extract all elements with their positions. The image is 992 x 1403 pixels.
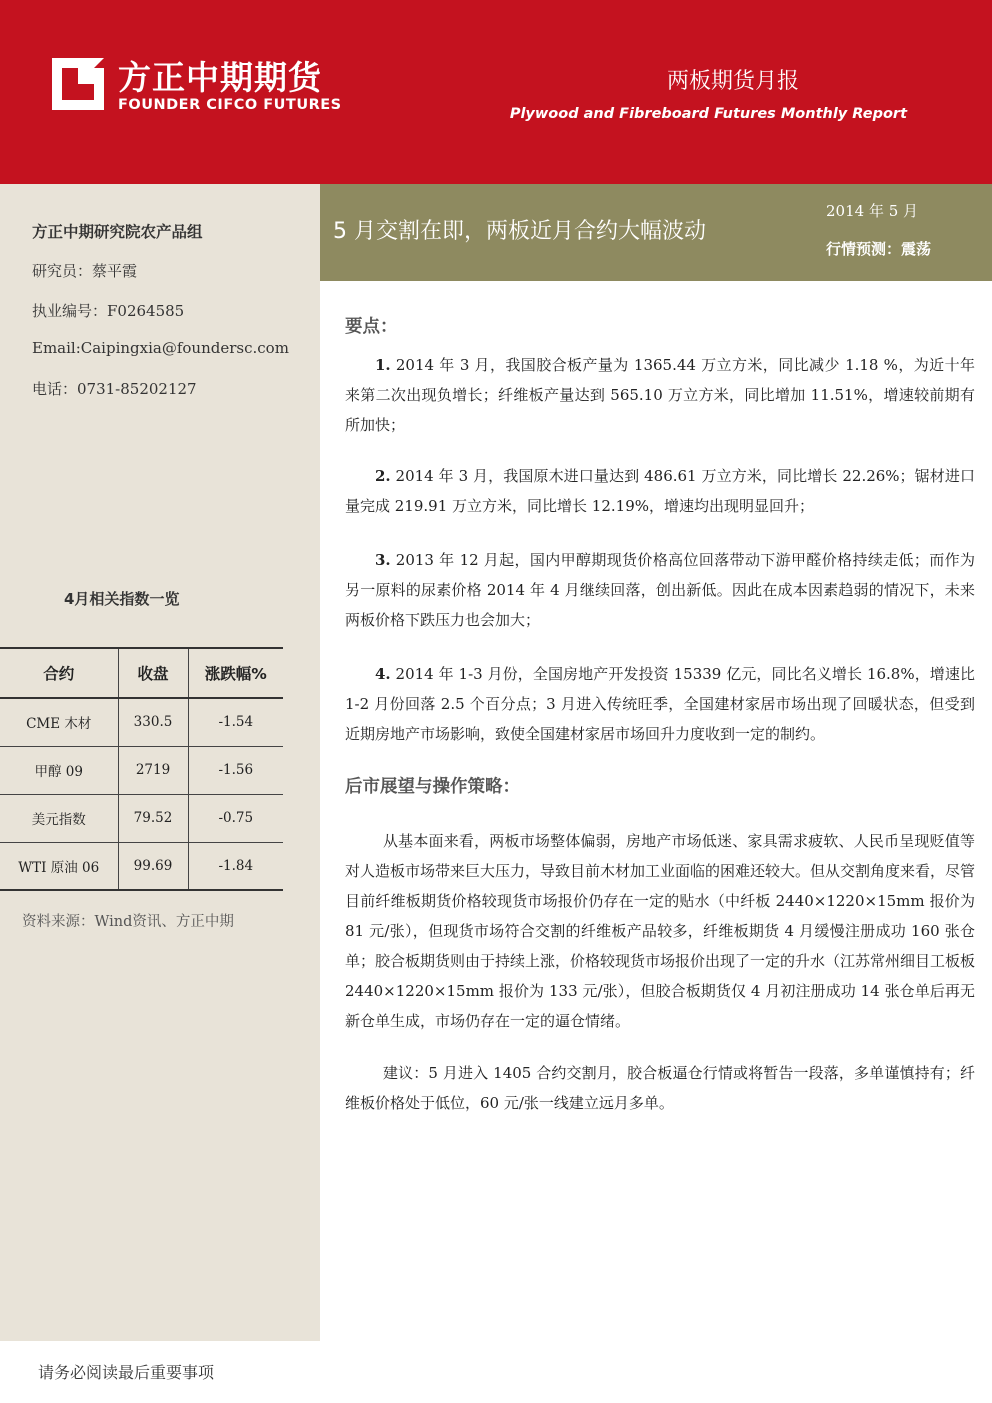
point-number: 2.	[375, 467, 391, 485]
cell-change: -0.75	[188, 794, 283, 842]
point-text: 2014 年 3 月，我国原木进口量达到 486.61 万立方米，同比增长 22.26%；锯材进口量完成 219.91 万立方米，同比增长 12.19%，增速均出现明显回升；	[345, 467, 975, 515]
report-type-en: Plywood and Fibreboard Futures Monthly Report	[509, 106, 907, 122]
cell-change: -1.56	[188, 746, 283, 794]
point-number: 1.	[375, 356, 391, 374]
index-table-title: 4月相关指数一览	[64, 590, 180, 608]
cell-change: -1.84	[188, 842, 283, 890]
key-point-3	[345, 545, 975, 635]
data-source-note: 资料来源：Wind资讯、方正中期	[22, 914, 234, 930]
company-name-en: FOUNDER CIFCO FUTURES	[118, 97, 342, 113]
outlook-heading: 后市展望与操作策略：	[345, 777, 520, 797]
point-text: 2014 年 1-3 月份，全国房地产开发投资 15339 亿元，同比名义增长 16.8%，增速比 1-2 月份回落 2.5 个百分点；3 月进入传统旺季，全国建材家居市场出现了回暖状态，但受到近期房地产市场影响，致使全国建材家居市场回升力度收到一定的制约。	[345, 665, 975, 743]
col-header-close: 收盘	[118, 648, 188, 698]
index-table	[0, 647, 283, 891]
key-points-heading: 要点：	[345, 317, 398, 337]
founder-logo-icon	[48, 54, 108, 114]
col-header-change: 涨跌幅%	[188, 648, 283, 698]
title-band	[320, 184, 992, 281]
key-point-4	[345, 659, 975, 749]
author-email: Email:Caipingxia@foundersc.com	[32, 339, 289, 357]
table-row	[0, 842, 283, 890]
cell-close: 330.5	[118, 698, 188, 746]
point-number: 3.	[375, 551, 391, 569]
key-point-2	[345, 461, 975, 521]
table-row	[0, 746, 283, 794]
company-name-cn: 方正中期期货	[118, 58, 322, 97]
researcher-name: 研究员：蔡平霞	[32, 262, 138, 280]
report-type-cn: 两板期货月报	[666, 69, 799, 94]
market-forecast: 行情预测：震荡	[826, 240, 932, 258]
index-table-header-row	[0, 648, 283, 698]
cell-contract: WTI 原油 06	[0, 842, 118, 890]
table-row	[0, 698, 283, 746]
license-number: 执业编号：F0264585	[32, 302, 185, 320]
table-row	[0, 794, 283, 842]
research-team: 方正中期研究院农产品组	[32, 223, 203, 241]
cell-contract: CME 木材	[0, 698, 118, 746]
cell-change: -1.54	[188, 698, 283, 746]
point-number: 4.	[375, 665, 391, 683]
report-date: 2014 年 5 月	[826, 202, 919, 220]
col-header-contract: 合约	[43, 665, 75, 683]
cell-close: 2719	[118, 746, 188, 794]
cell-close: 99.69	[118, 842, 188, 890]
author-phone: 电话：0731-85202127	[32, 380, 197, 398]
report-title: 5 月交割在即，两板近月合约大幅波动	[333, 219, 706, 244]
footer-notice: 请务必阅读最后重要事项	[38, 1363, 215, 1382]
author-sidebar	[0, 184, 320, 1341]
report-header	[0, 0, 992, 184]
cell-contract: 美元指数	[0, 794, 118, 842]
cell-close: 79.52	[118, 794, 188, 842]
key-point-1	[345, 350, 975, 440]
report-body	[345, 313, 975, 1118]
point-text: 2014 年 3 月，我国胶合板产量为 1365.44 万立方米，同比减少 1.18 %，为近十年来第二次出现负增长；纤维板产量达到 565.10 万立方米，同比增加 11.51%，增速较前期有所加快；	[345, 356, 975, 434]
outlook-paragraph: 从基本面来看，两板市场整体偏弱，房地产市场低迷、家具需求疲软、人民币呈现贬值等对人造板市场带来巨大压力，导致目前木材加工业面临的困难还较大。但从交割角度来看，尽管目前纤维板期货价格较现货市场报价仍存在一定的贴水（中纤板 2440×1220×15mm 报价为 81 元/张），但现货市场符合交割的纤维板产品较多，纤维板期货 4 月缓慢注册成功 160 张仓单；胶合板期货则由于持续上涨，价格较现货市场报价出现了一定的升水（江苏常州细目工板板 2440×1220×15mm 报价为 133 元/张），但胶合板期货仅 4 月初注册成功 14 张仓单后再无新仓单生成，市场仍存在一定的逼仓情绪。	[345, 832, 976, 1030]
recommendation-paragraph: 建议：5 月进入 1405 合约交割月，胶合板逼仓行情或将暂告一段落，多单谨慎持有；纤维板价格处于低位，60 元/张一线建立远月多单。	[345, 1064, 975, 1112]
cell-contract: 甲醇 09	[0, 746, 118, 794]
point-text: 2013 年 12 月起，国内甲醇期现货价格高位回落带动下游甲醛价格持续走低；而作为另一原料的尿素价格 2014 年 4 月继续回落，创出新低。因此在成本因素趋弱的情况下，未来两板价格下跌压力也会加大；	[345, 551, 975, 629]
